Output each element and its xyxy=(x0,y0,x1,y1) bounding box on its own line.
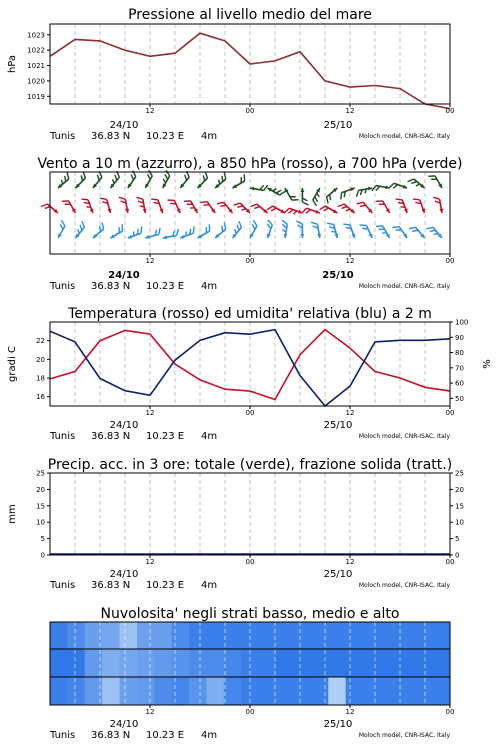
cloud-cell-2-9 xyxy=(207,677,225,705)
wind-barb-0-13 xyxy=(283,185,298,204)
y-tick-label-0: 0 xyxy=(40,551,45,560)
wind-barb-2-18 xyxy=(360,222,374,241)
barb-flag-1 xyxy=(392,224,399,230)
temperature-day-label-2: 25/10 xyxy=(323,420,353,431)
barb-flag-1 xyxy=(175,229,179,235)
cloud-cell-1-3 xyxy=(102,649,120,677)
cloud-cell-2-0 xyxy=(50,677,68,705)
cloud-loc-elev: 4m xyxy=(201,730,218,741)
wind-barb-2-5 xyxy=(144,228,162,240)
barb-flag-1 xyxy=(360,223,367,228)
wind-barb-0-6 xyxy=(158,170,173,189)
wind-barb-0-17 xyxy=(338,186,357,199)
cloud-cell-2-7 xyxy=(172,677,190,705)
barb-flag-1 xyxy=(242,174,248,181)
cloud-day-label-2: 25/10 xyxy=(323,719,353,730)
y-tick-label-0: 1019 xyxy=(27,92,45,101)
x-tick-label-0: 12 xyxy=(145,558,155,566)
cloud-cell-1-15 xyxy=(311,649,329,677)
wind-barb-0-20 xyxy=(389,180,408,193)
wind-barb-1-13 xyxy=(267,203,286,218)
cloud-cell-1-18 xyxy=(363,649,381,677)
barb-head xyxy=(300,234,304,238)
temperature-day-label-1: 24/10 xyxy=(109,420,139,431)
wind-barb-0-11 xyxy=(250,182,268,193)
temperature-loc-lat: 36.83 N xyxy=(91,431,131,442)
cloud-cell-1-19 xyxy=(380,649,398,677)
y-tick-label-4: 1023 xyxy=(27,31,45,40)
cloud-cell-1-21 xyxy=(415,649,433,677)
cloud-loc-lon: 10.23 E xyxy=(146,730,185,741)
barb-flag-1 xyxy=(428,173,435,179)
cloud-loc-lat: 36.83 N xyxy=(91,730,131,741)
y-tick-label-4: 20 xyxy=(36,485,45,494)
x-tick-label-2: 12 xyxy=(345,558,355,566)
wind-barb-1-4 xyxy=(119,196,130,214)
wind-barb-1-16 xyxy=(320,203,339,218)
precip-y-ticks xyxy=(36,470,50,560)
barb-flag-1 xyxy=(311,221,317,225)
wind-loc-lat: 36.83 N xyxy=(91,281,131,292)
wind-barbs-layer xyxy=(41,170,444,242)
temperature-y-ticks xyxy=(36,337,50,401)
precip-ylabel: mm xyxy=(7,504,18,524)
y-tick-label-right-0: 50 xyxy=(455,394,464,403)
cloud-footer xyxy=(49,719,450,741)
temperature-title: Temperatura (rosso) ed umidita' relativa (blu) a 2 m xyxy=(68,306,432,322)
cloud-cell-0-14 xyxy=(293,622,311,649)
cloud-cell-1-4 xyxy=(120,649,138,677)
y-tick-label-1: 5 xyxy=(40,535,45,544)
pressure-panel xyxy=(7,7,454,142)
x-tick-label-2: 12 xyxy=(345,708,355,716)
pressure-day-label-2: 25/10 xyxy=(323,120,353,131)
y-tick-label-right-3: 15 xyxy=(455,502,464,511)
y-tick-label-right-1: 5 xyxy=(455,535,460,544)
wind-barb-1-21 xyxy=(413,196,426,215)
cloud-cell-0-0 xyxy=(50,622,68,649)
pressure-loc-lon: 10.23 E xyxy=(146,131,185,142)
cloud-cell-0-1 xyxy=(67,622,85,649)
pressure-x-ticks xyxy=(146,104,455,115)
pressure-loc-elev: 4m xyxy=(201,131,218,142)
cloud-cell-1-12 xyxy=(259,649,277,677)
cloud-cell-1-16 xyxy=(328,649,346,677)
wind-barb-1-19 xyxy=(376,197,391,216)
cloud-cell-1-0 xyxy=(50,649,68,677)
cloud-cell-2-8 xyxy=(189,677,207,705)
cloud-cell-0-5 xyxy=(137,622,155,649)
y-tick-label-2: 10 xyxy=(36,518,45,527)
precip-frame xyxy=(50,473,450,555)
wind-barb-1-18 xyxy=(357,199,374,217)
temperature-loc-lon: 10.23 E xyxy=(146,431,185,442)
precip-credit: Moloch model, CNR-ISAC, Italy xyxy=(358,582,450,589)
barb-flag-1 xyxy=(120,224,126,231)
x-tick-label-3: 00 xyxy=(445,107,455,115)
wind-barb-0-7 xyxy=(176,171,193,189)
precip-loc-lon: 10.23 E xyxy=(146,580,185,591)
cloud-cell-0-20 xyxy=(398,622,416,649)
wind-barb-2-20 xyxy=(392,223,408,242)
wind-barb-0-0 xyxy=(54,172,72,189)
x-tick-label-0: 12 xyxy=(145,257,155,265)
y-tick-label-right-5: 25 xyxy=(455,469,464,478)
wind-barb-2-1 xyxy=(71,221,88,239)
y-tick-label-right-0: 0 xyxy=(455,551,460,560)
wind-loc-lon: 10.23 E xyxy=(146,281,185,292)
cloud-cell-0-22 xyxy=(433,622,451,649)
x-tick-label-1: 00 xyxy=(245,409,255,417)
wind-barb-2-8 xyxy=(195,224,214,239)
barb-flag-1 xyxy=(376,198,383,204)
wind-barb-0-3 xyxy=(106,171,123,189)
wind-barb-0-21 xyxy=(408,176,426,193)
precip-grid xyxy=(75,473,425,555)
cloud-cell-2-21 xyxy=(415,677,433,705)
y-tick-label-right-5: 100 xyxy=(455,318,469,327)
wind-title: Vento a 10 m (azzurro), a 850 hPa (rosso), a 700 hPa (verde) xyxy=(37,156,463,172)
barb-flag-1 xyxy=(343,222,350,227)
cloud-cell-0-6 xyxy=(154,622,172,649)
wind-x-ticks xyxy=(146,254,455,265)
barb-flag-1 xyxy=(207,224,213,231)
cloud-cell-2-5 xyxy=(137,677,155,705)
cloud-cell-2-4 xyxy=(120,677,138,705)
wind-barb-1-11 xyxy=(234,200,252,218)
wind-barb-2-15 xyxy=(311,221,322,239)
cloud-loc-name: Tunis xyxy=(50,730,76,741)
wind-barb-2-12 xyxy=(262,220,275,239)
y-tick-label-right-2: 70 xyxy=(455,364,464,373)
barb-flag-1 xyxy=(396,197,403,202)
pressure-footer xyxy=(49,120,450,142)
wind-barb-0-9 xyxy=(211,172,229,189)
barb-flag-1 xyxy=(302,202,308,205)
pressure-y-ticks xyxy=(27,31,50,101)
x-tick-label-0: 12 xyxy=(145,107,155,115)
cloud-cell-2-20 xyxy=(398,677,416,705)
wind-day-label-1: 24/10 xyxy=(108,270,140,281)
wind-barb-2-0 xyxy=(53,220,68,239)
wind-barb-1-22 xyxy=(433,196,444,214)
wind-barb-0-8 xyxy=(193,172,211,190)
cloud-cell-0-4 xyxy=(120,622,138,649)
barb-flag-1 xyxy=(81,197,88,202)
cloud-credit: Moloch model, CNR-ISAC, Italy xyxy=(358,732,450,739)
cloud-cell-1-8 xyxy=(189,649,207,677)
wind-barb-1-8 xyxy=(184,197,199,216)
wind-barb-0-18 xyxy=(355,186,373,197)
wind-barb-1-15 xyxy=(302,205,321,218)
cloud-cell-2-16 xyxy=(328,677,346,705)
y-tick-label-2: 20 xyxy=(36,355,45,364)
barb-flag-1 xyxy=(136,196,142,200)
cloud-x-ticks xyxy=(146,705,455,716)
pressure-day-label-1: 24/10 xyxy=(109,120,139,131)
wind-barb-0-12 xyxy=(267,183,286,198)
cloud-cell-2-17 xyxy=(346,677,364,705)
cloud-cell-1-17 xyxy=(346,649,364,677)
y-tick-label-right-3: 80 xyxy=(455,349,464,358)
cloud-cell-1-13 xyxy=(276,649,294,677)
cloud-cell-2-1 xyxy=(67,677,85,705)
x-tick-label-1: 00 xyxy=(245,257,255,265)
wind-credit: Moloch model, CNR-ISAC, Italy xyxy=(358,283,450,290)
cloud-cell-0-15 xyxy=(311,622,329,649)
cloud-cell-1-6 xyxy=(154,649,172,677)
cloud-cell-1-20 xyxy=(398,649,416,677)
barb-flag-1 xyxy=(433,196,439,200)
cloud-cell-1-14 xyxy=(293,649,311,677)
y-tick-label-right-2: 10 xyxy=(455,518,464,527)
cloud-cell-1-7 xyxy=(172,649,190,677)
barb-flag-1 xyxy=(100,197,107,201)
x-tick-label-3: 00 xyxy=(445,708,455,716)
cloud-cell-2-18 xyxy=(363,677,381,705)
cloud-cell-0-12 xyxy=(259,622,277,649)
barb-flag-1 xyxy=(281,220,287,224)
x-tick-label-2: 12 xyxy=(345,107,355,115)
barb-flag-1 xyxy=(339,193,344,200)
cloud-cell-2-22 xyxy=(433,677,451,705)
wind-loc-name: Tunis xyxy=(50,281,76,292)
cloud-cell-2-12 xyxy=(259,677,277,705)
wind-barb-0-19 xyxy=(372,183,390,194)
wind-barb-0-14 xyxy=(300,188,308,205)
y-tick-label-3: 15 xyxy=(36,502,45,511)
barb-flag-1 xyxy=(296,221,302,224)
cloud-cell-1-22 xyxy=(433,649,451,677)
barb-flag-1 xyxy=(327,222,334,226)
wind-barb-1-2 xyxy=(81,196,94,215)
x-tick-label-3: 00 xyxy=(445,257,455,265)
cloud-cell-0-7 xyxy=(172,622,190,649)
precip-loc-name: Tunis xyxy=(50,580,76,591)
x-tick-label-3: 00 xyxy=(445,558,455,566)
barb-flag-1 xyxy=(62,198,69,204)
barb-flag-1 xyxy=(139,227,144,234)
wind-barb-1-10 xyxy=(217,199,234,217)
barb-flag-1 xyxy=(376,223,383,229)
wind-panel xyxy=(37,156,462,292)
y-tick-label-right-4: 90 xyxy=(455,333,464,342)
cloud-cell-1-9 xyxy=(207,649,225,677)
precip-loc-lat: 36.83 N xyxy=(91,580,131,591)
wind-barb-1-5 xyxy=(136,196,147,214)
barb-flag-1 xyxy=(413,197,420,202)
wind-barb-1-6 xyxy=(151,196,164,215)
wind-barb-2-2 xyxy=(89,222,107,239)
pressure-credit: Moloch model, CNR-ISAC, Italy xyxy=(358,133,450,140)
wind-barb-2-21 xyxy=(409,224,426,242)
wind-barb-2-10 xyxy=(228,221,245,239)
pressure-loc-lat: 36.83 N xyxy=(91,131,131,142)
wind-barb-0-5 xyxy=(140,170,155,189)
wind-barb-2-9 xyxy=(211,222,229,239)
wind-barb-1-3 xyxy=(100,196,112,214)
cloud-cell-2-6 xyxy=(154,677,172,705)
precip-day-label-1: 24/10 xyxy=(109,569,139,580)
pressure-title: Pressione al livello medio del mare xyxy=(128,7,372,23)
temperature-footer xyxy=(49,420,450,442)
cloud-cell-0-17 xyxy=(346,622,364,649)
cloud-cell-2-3 xyxy=(102,677,120,705)
wind-barb-1-9 xyxy=(200,198,216,217)
cloud-cell-0-13 xyxy=(276,622,294,649)
barb-flag-1 xyxy=(168,198,175,203)
humidity-ylabel: % xyxy=(482,359,493,369)
x-tick-label-1: 00 xyxy=(245,558,255,566)
wind-barb-2-22 xyxy=(426,224,443,242)
barb-flag-1 xyxy=(355,190,359,196)
wind-barb-2-6 xyxy=(162,229,180,240)
y-tick-label-0: 16 xyxy=(36,393,45,402)
wind-barb-2-19 xyxy=(376,222,391,241)
y-tick-label-3: 1022 xyxy=(27,46,45,55)
precip-loc-elev: 4m xyxy=(201,580,218,591)
cloud-cell-2-19 xyxy=(380,677,398,705)
pressure-ylabel: hPa xyxy=(7,54,18,74)
cloud-cell-0-9 xyxy=(207,622,225,649)
precip-day-label-2: 25/10 xyxy=(323,569,353,580)
cloud-cell-2-15 xyxy=(311,677,329,705)
wind-barb-2-13 xyxy=(279,220,290,238)
cloud-cell-1-5 xyxy=(137,649,155,677)
wind-barb-0-22 xyxy=(428,172,443,191)
wind-barb-1-7 xyxy=(168,197,182,216)
wind-barb-0-2 xyxy=(88,171,105,189)
cloud-cell-0-10 xyxy=(224,622,242,649)
barb-flag-1 xyxy=(151,197,158,202)
cloud-cell-0-8 xyxy=(189,622,207,649)
precip-y-ticks-right xyxy=(450,470,464,560)
precip-title: Precip. acc. in 3 ore: totale (verde), frazione solida (tratt.) xyxy=(47,457,453,473)
y-tick-label-1: 1020 xyxy=(27,77,45,86)
temperature-x-ticks xyxy=(146,406,455,417)
wind-day-label-2: 25/10 xyxy=(322,270,354,281)
barb-flag-1 xyxy=(119,196,125,200)
precip-footer xyxy=(49,569,450,591)
barb-flag-1 xyxy=(292,197,299,203)
y-tick-label-right-1: 60 xyxy=(455,379,464,388)
cloud-cell-0-16 xyxy=(328,622,346,649)
x-tick-label-1: 00 xyxy=(245,107,255,115)
cloud-cell-2-13 xyxy=(276,677,294,705)
temperature-loc-name: Tunis xyxy=(50,431,76,442)
barb-flag-1 xyxy=(184,198,191,204)
wind-barb-0-1 xyxy=(71,172,89,190)
y-tick-label-2: 1021 xyxy=(27,62,45,71)
x-tick-label-2: 12 xyxy=(345,409,355,417)
cloud-cell-1-1 xyxy=(67,649,85,677)
y-tick-label-1: 18 xyxy=(36,374,45,383)
barb-head xyxy=(300,188,304,192)
wind-barb-0-10 xyxy=(230,174,249,189)
x-tick-label-0: 12 xyxy=(145,708,155,716)
cloud-cell-0-21 xyxy=(415,622,433,649)
y-tick-label-5: 25 xyxy=(36,469,45,478)
temperature-loc-elev: 4m xyxy=(201,431,218,442)
wind-barb-0-15 xyxy=(310,187,325,206)
cloud-cell-0-3 xyxy=(102,622,120,649)
wind-barb-1-12 xyxy=(251,201,269,218)
pressure-loc-name: Tunis xyxy=(50,131,76,142)
wind-barb-0-16 xyxy=(323,186,341,203)
wind-barb-2-4 xyxy=(126,227,145,240)
wind-barb-2-3 xyxy=(107,224,126,239)
barb-flag-1 xyxy=(157,228,161,235)
temperature-credit: Moloch model, CNR-ISAC, Italy xyxy=(358,433,450,440)
precip-x-ticks xyxy=(146,555,455,566)
x-tick-label-1: 00 xyxy=(245,708,255,716)
barb-flag-1 xyxy=(200,199,207,205)
humidity-y-ticks xyxy=(450,319,468,403)
cloud-panel xyxy=(49,606,454,741)
cloud-cell-2-10 xyxy=(224,677,242,705)
cloud-title: Nuvolosita' negli strati basso, medio e alto xyxy=(100,606,400,622)
cloud-day-label-1: 24/10 xyxy=(109,719,139,730)
barb-flag-1 xyxy=(264,185,268,191)
wind-barb-2-11 xyxy=(245,220,260,239)
temperature-panel xyxy=(7,306,493,442)
cloud-cell-2-14 xyxy=(293,677,311,705)
cloud-cell-1-10 xyxy=(224,649,242,677)
wind-barb-1-20 xyxy=(396,196,409,215)
precip-panel xyxy=(7,457,464,591)
wind-barb-1-17 xyxy=(338,201,356,218)
y-tick-label-right-4: 20 xyxy=(455,485,464,494)
y-tick-label-3: 22 xyxy=(36,337,45,346)
temperature-ylabel: gradi C xyxy=(7,346,18,382)
wind-barb-2-7 xyxy=(178,227,197,240)
wind-footer xyxy=(49,270,450,292)
barb-flag-1 xyxy=(191,227,196,234)
x-tick-label-2: 12 xyxy=(345,257,355,265)
wind-loc-elev: 4m xyxy=(201,281,218,292)
x-tick-label-3: 00 xyxy=(445,409,455,417)
wind-barb-2-16 xyxy=(327,221,339,239)
cloud-cell-0-19 xyxy=(380,622,398,649)
x-tick-label-0: 12 xyxy=(145,409,155,417)
cloud-cell-0-18 xyxy=(363,622,381,649)
